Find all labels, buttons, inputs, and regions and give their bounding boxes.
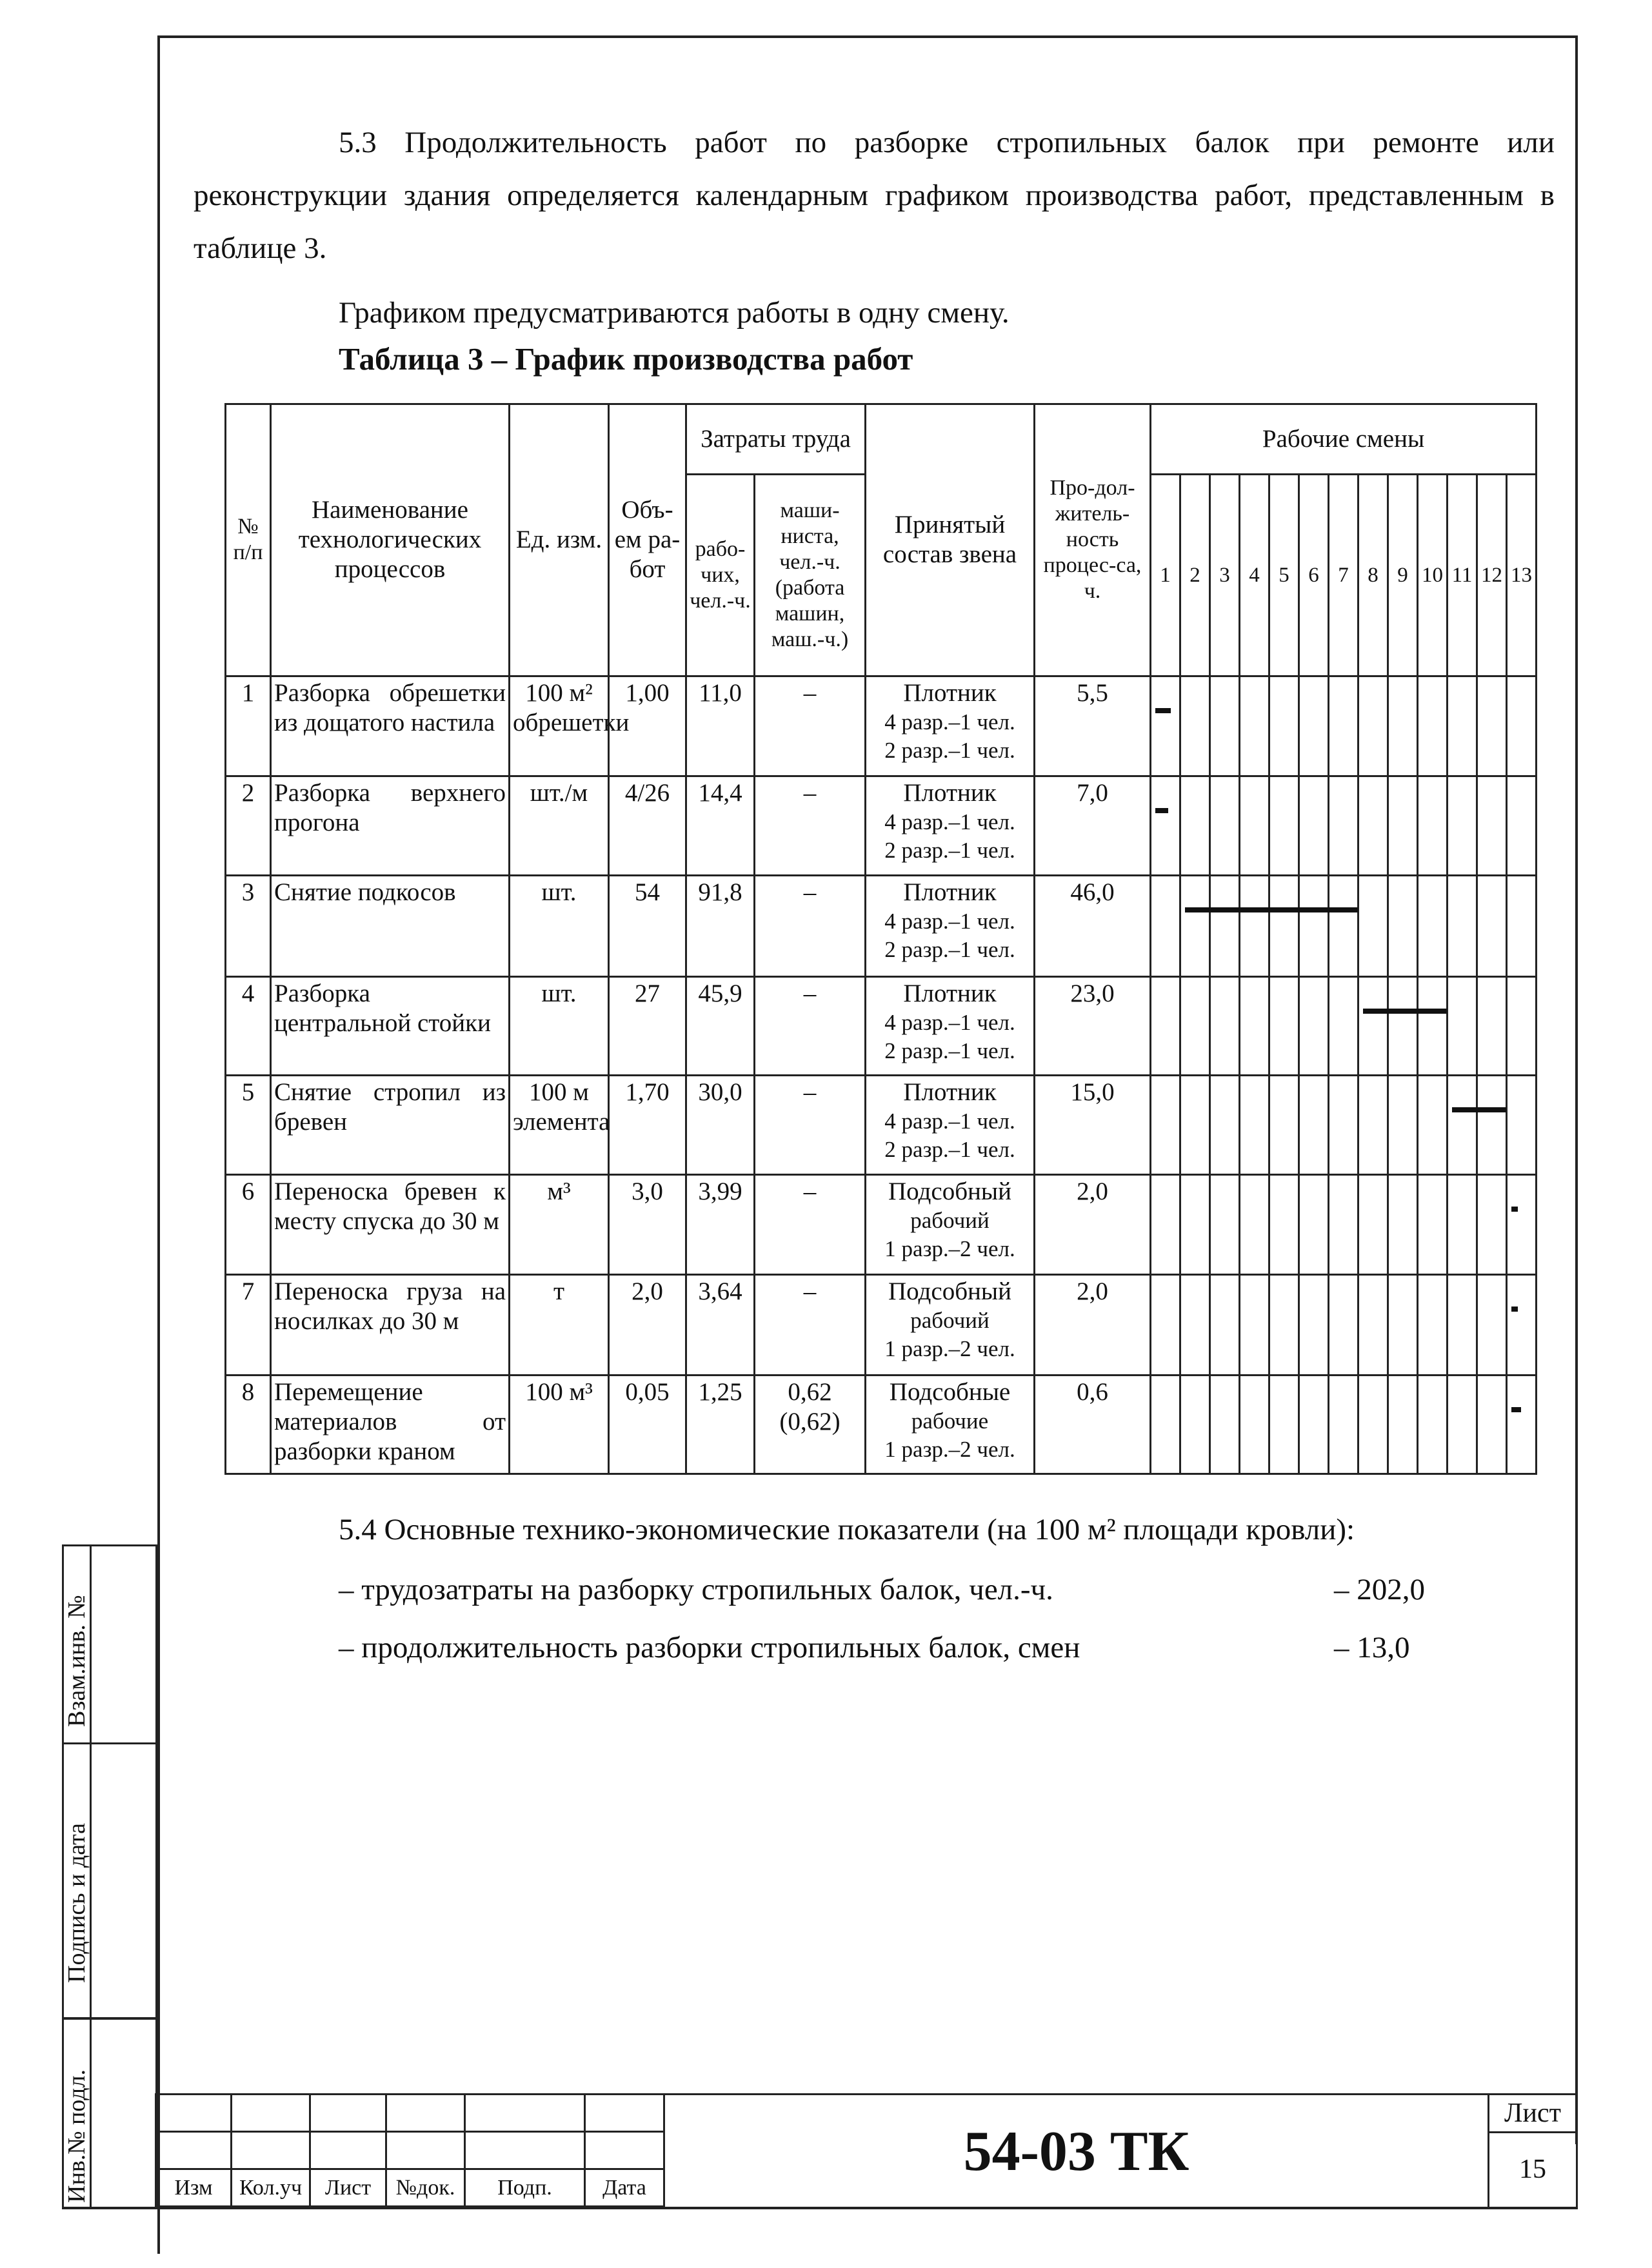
header-process-name: Наименование технологических процессов — [271, 404, 510, 676]
sheet-number: 15 — [1519, 2155, 1546, 2184]
gantt-cell — [1358, 676, 1388, 776]
gantt-cell — [1477, 977, 1507, 1076]
gantt-cell — [1151, 1375, 1180, 1474]
gantt-cell — [1151, 1275, 1180, 1375]
gantt-cell — [1448, 1275, 1477, 1375]
gantt-cell — [1477, 1174, 1507, 1274]
row-unit: шт. — [510, 875, 609, 976]
row-volume: 1,00 — [609, 676, 686, 776]
section-5-4-title: 5.4 Основные технико-экономические показатели (на 100 м² площади кровли): — [339, 1513, 1355, 1546]
row-crew — [866, 875, 1035, 976]
gantt-cell — [1358, 1275, 1388, 1375]
gantt-cell — [1507, 1076, 1537, 1174]
row-process-name: Переноска бревен к месту спуска до 30 м — [271, 1174, 510, 1274]
section-5-3-shift-note: Графиком предусматриваются работы в одну смену. — [339, 296, 1010, 330]
row-machinists-labor: – — [755, 1076, 866, 1174]
gantt-bar — [1452, 1107, 1506, 1112]
row-crew — [866, 1375, 1035, 1474]
gantt-cell — [1269, 1275, 1299, 1375]
gantt-cell — [1418, 1174, 1448, 1274]
row-duration: 0,6 — [1035, 1375, 1151, 1474]
header-duration: Про-дол-житель-ность процес-са, ч. — [1035, 404, 1151, 676]
title-block-col-docnum: №док. — [386, 2169, 465, 2207]
row-volume: 27 — [609, 977, 686, 1076]
row-duration: 7,0 — [1035, 776, 1151, 875]
row-duration: 46,0 — [1035, 875, 1151, 976]
gantt-cell — [1210, 676, 1240, 776]
side-stamp-inv-original-label: Инв.№ подл. — [63, 2069, 90, 2203]
gantt-cell — [1299, 1174, 1329, 1274]
row-num: 5 — [226, 1076, 271, 1174]
gantt-cell — [1180, 676, 1210, 776]
gantt-cell — [1210, 1076, 1240, 1174]
gantt-cell — [1269, 875, 1299, 976]
title-block-col-sheet: Лист — [310, 2169, 386, 2207]
row-unit: т — [510, 1275, 609, 1375]
schedule-table — [224, 403, 1537, 1475]
gantt-cell — [1299, 1375, 1329, 1474]
side-stamp-signature-label: Подпись и дата — [63, 1822, 90, 1983]
row-crew — [866, 977, 1035, 1076]
gantt-cell — [1507, 1375, 1537, 1474]
row-duration: 2,0 — [1035, 1275, 1151, 1375]
row-crew-line: 4 разр.–1 чел. — [884, 809, 1015, 835]
table-row — [226, 776, 1537, 875]
row-workers-labor: 11,0 — [686, 676, 755, 776]
row-workers-labor: 3,99 — [686, 1174, 755, 1274]
gantt-cell — [1358, 1076, 1388, 1174]
row-volume: 3,0 — [609, 1174, 686, 1274]
gantt-cell — [1151, 977, 1180, 1076]
gantt-cell — [1477, 1275, 1507, 1375]
gantt-cell — [1418, 977, 1448, 1076]
gantt-cell — [1388, 1375, 1418, 1474]
title-block-col-count: Кол.уч — [232, 2169, 310, 2207]
row-volume: 1,70 — [609, 1076, 686, 1174]
gantt-bar — [1155, 708, 1171, 713]
gantt-cell — [1240, 1174, 1269, 1274]
row-process-name: Переноска груза на носилках до 30 м — [271, 1275, 510, 1375]
gantt-cell — [1180, 1076, 1210, 1174]
table-row — [226, 977, 1537, 1076]
gantt-cell — [1210, 1375, 1240, 1474]
row-crew-line: Подсобный — [888, 1277, 1011, 1306]
gantt-cell — [1240, 1076, 1269, 1174]
row-process-name: Снятие стропил из бревен — [271, 1076, 510, 1174]
row-crew-line: 4 разр.–1 чел. — [884, 908, 1015, 934]
row-num: 3 — [226, 875, 271, 976]
page-frame-right — [1575, 35, 1578, 2144]
gantt-cell — [1329, 977, 1358, 1076]
gantt-cell — [1299, 1076, 1329, 1174]
row-workers-labor: 1,25 — [686, 1375, 755, 1474]
header-num: № п/п — [226, 404, 271, 676]
row-process-name: Перемещение материалов от разборки краном — [271, 1375, 510, 1474]
row-crew-line: 2 разр.–1 чел. — [884, 1038, 1015, 1063]
row-crew-line: 1 разр.–2 чел. — [884, 1436, 1015, 1462]
gantt-cell — [1210, 977, 1240, 1076]
gantt-bar — [1155, 808, 1168, 813]
gantt-cell — [1388, 776, 1418, 875]
indicator-labor-value: – 202,0 — [1334, 1573, 1425, 1606]
row-duration: 5,5 — [1035, 676, 1151, 776]
header-crew: Принятый состав звена — [866, 404, 1035, 676]
gantt-cell — [1507, 776, 1537, 875]
row-crew-line: 4 разр.–1 чел. — [884, 1109, 1015, 1134]
gantt-cell — [1418, 875, 1448, 976]
document-number: 54-03 ТК — [663, 2093, 1488, 2209]
side-stamp-inv-original — [62, 2017, 157, 2209]
row-volume: 2,0 — [609, 1275, 686, 1375]
gantt-cell — [1477, 1076, 1507, 1174]
row-unit: шт. — [510, 977, 609, 1076]
shift-number-2: 2 — [1180, 474, 1210, 676]
gantt-cell — [1151, 1076, 1180, 1174]
gantt-cell — [1507, 875, 1537, 976]
shift-number-3: 3 — [1210, 474, 1240, 676]
row-crew-line: Подсобные — [889, 1377, 1011, 1406]
shift-number-10: 10 — [1418, 474, 1448, 676]
gantt-cell — [1240, 1275, 1269, 1375]
gantt-cell — [1151, 776, 1180, 875]
title-block-col-date: Дата — [585, 2169, 664, 2207]
gantt-cell — [1507, 1275, 1537, 1375]
row-volume: 54 — [609, 875, 686, 976]
row-crew-line: Плотник — [903, 678, 997, 707]
indicator-duration-label: – продолжительность разборки стропильных балок, смен — [339, 1631, 1080, 1664]
gantt-cell — [1418, 1076, 1448, 1174]
gantt-cell — [1269, 1174, 1299, 1274]
row-crew-line: Плотник — [903, 878, 997, 906]
gantt-cell — [1477, 875, 1507, 976]
row-machinists-labor: – — [755, 676, 866, 776]
row-machinists-labor: – — [755, 776, 866, 875]
gantt-cell — [1210, 875, 1240, 976]
indicator-labor-label: – трудозатраты на разборку стропильных балок, чел.-ч. — [339, 1573, 1053, 1606]
gantt-cell — [1329, 676, 1358, 776]
gantt-cell — [1477, 676, 1507, 776]
header-unit: Ед. изм. — [510, 404, 609, 676]
gantt-cell — [1507, 676, 1537, 776]
row-crew-line: 2 разр.–1 чел. — [884, 1137, 1015, 1163]
gantt-cell — [1477, 1375, 1507, 1474]
title-block-col-change: Изм — [156, 2169, 232, 2207]
row-num: 6 — [226, 1174, 271, 1274]
gantt-cell — [1358, 1174, 1388, 1274]
table-caption: Таблица 3 – График производства работ — [339, 341, 913, 377]
gantt-cell — [1418, 1375, 1448, 1474]
shift-number-8: 8 — [1358, 474, 1388, 676]
gantt-bar — [1511, 1207, 1518, 1212]
gantt-cell — [1151, 875, 1180, 976]
gantt-cell — [1180, 1275, 1210, 1375]
gantt-cell — [1210, 776, 1240, 875]
row-unit: 100 м² обрешетки — [510, 676, 609, 776]
gantt-cell — [1210, 1174, 1240, 1274]
table-row — [226, 1275, 1537, 1375]
gantt-cell — [1269, 676, 1299, 776]
row-workers-labor: 14,4 — [686, 776, 755, 875]
row-machinists-labor: – — [755, 1275, 866, 1375]
table-row — [226, 676, 1537, 776]
gantt-cell — [1358, 875, 1388, 976]
row-crew-line: рабочий — [910, 1308, 990, 1334]
gantt-cell — [1418, 776, 1448, 875]
row-process-name: Снятие подкосов — [271, 875, 510, 976]
gantt-cell — [1329, 875, 1358, 976]
gantt-cell — [1448, 1174, 1477, 1274]
gantt-cell — [1299, 875, 1329, 976]
shift-number-13: 13 — [1507, 474, 1537, 676]
row-duration: 23,0 — [1035, 977, 1151, 1076]
row-crew-line: рабочие — [911, 1408, 989, 1434]
table-row — [226, 1076, 1537, 1174]
gantt-cell — [1180, 1375, 1210, 1474]
gantt-cell — [1299, 1275, 1329, 1375]
table-row — [226, 1375, 1537, 1474]
row-crew-line: 2 разр.–1 чел. — [884, 838, 1015, 863]
row-machinists-labor: – — [755, 977, 866, 1076]
gantt-bar — [1511, 1307, 1518, 1312]
gantt-cell — [1329, 1174, 1358, 1274]
table-row — [226, 875, 1537, 976]
row-num: 7 — [226, 1275, 271, 1375]
gantt-cell — [1269, 977, 1299, 1076]
section-5-3-paragraph: 5.3 Продолжительность работ по разборке стропильных балок при ремонте или реконструкции здания определяется календарным графиком производства работ, представленным в таблице 3. — [194, 126, 1555, 265]
gantt-cell — [1388, 676, 1418, 776]
gantt-cell — [1448, 676, 1477, 776]
gantt-cell — [1151, 676, 1180, 776]
gantt-cell — [1151, 1174, 1180, 1274]
gantt-cell — [1180, 875, 1210, 976]
gantt-bar — [1363, 1009, 1447, 1014]
row-crew — [866, 1076, 1035, 1174]
gantt-cell — [1418, 1275, 1448, 1375]
gantt-cell — [1358, 776, 1388, 875]
row-machinists-labor: 0,62 (0,62) — [755, 1375, 866, 1474]
gantt-cell — [1240, 776, 1269, 875]
row-crew-line: 2 разр.–1 чел. — [884, 936, 1015, 962]
row-unit: 100 м элемента — [510, 1076, 609, 1174]
gantt-cell — [1299, 776, 1329, 875]
gantt-cell — [1358, 1375, 1388, 1474]
header-machinists-labor: маши-ниста, чел.-ч. (работа машин, маш.-ч.) — [755, 474, 866, 676]
row-machinists-labor: – — [755, 875, 866, 976]
gantt-cell — [1329, 1275, 1358, 1375]
gantt-cell — [1269, 1375, 1299, 1474]
gantt-cell — [1269, 1076, 1299, 1174]
page-frame-left — [157, 35, 160, 2254]
row-workers-labor: 45,9 — [686, 977, 755, 1076]
row-num: 1 — [226, 676, 271, 776]
gantt-cell — [1358, 977, 1388, 1076]
row-process-name: Разборка обрешетки из дощатого настила — [271, 676, 510, 776]
gantt-cell — [1448, 875, 1477, 976]
row-num: 4 — [226, 977, 271, 1076]
gantt-cell — [1448, 776, 1477, 875]
gantt-cell — [1388, 1076, 1418, 1174]
row-machinists-labor: – — [755, 1174, 866, 1274]
gantt-cell — [1388, 977, 1418, 1076]
row-num: 8 — [226, 1375, 271, 1474]
row-workers-labor: 3,64 — [686, 1275, 755, 1375]
row-duration: 2,0 — [1035, 1174, 1151, 1274]
row-process-name: Разборка верхнего прогона — [271, 776, 510, 875]
row-process-name: Разборка центральной стойки — [271, 977, 510, 1076]
title-block-grid — [155, 2093, 665, 2207]
gantt-cell — [1240, 875, 1269, 976]
sheet-box — [1488, 2093, 1578, 2209]
gantt-cell — [1240, 977, 1269, 1076]
row-volume: 4/26 — [609, 776, 686, 875]
gantt-bar — [1511, 1407, 1521, 1412]
row-crew-line: Подсобный — [888, 1177, 1011, 1205]
gantt-cell — [1507, 1174, 1537, 1274]
gantt-cell — [1210, 1275, 1240, 1375]
header-labor-costs: Затраты труда — [686, 404, 866, 475]
gantt-cell — [1180, 1174, 1210, 1274]
row-crew-line: рабочий — [910, 1207, 990, 1233]
indicator-duration-value: – 13,0 — [1334, 1631, 1410, 1664]
shift-number-7: 7 — [1329, 474, 1358, 676]
row-workers-labor: 30,0 — [686, 1076, 755, 1174]
row-crew — [866, 1174, 1035, 1274]
row-crew — [866, 776, 1035, 875]
row-volume: 0,05 — [609, 1375, 686, 1474]
gantt-cell — [1448, 977, 1477, 1076]
row-crew-line: 2 разр.–1 чел. — [884, 737, 1015, 763]
table-row — [226, 1174, 1537, 1274]
gantt-cell — [1388, 875, 1418, 976]
gantt-bar — [1185, 907, 1358, 912]
gantt-cell — [1388, 1174, 1418, 1274]
shift-number-1: 1 — [1151, 474, 1180, 676]
page-frame-top — [157, 35, 1578, 38]
side-stamp-replace-inv-label: Взам.инв. № — [63, 1595, 90, 1727]
shift-number-11: 11 — [1448, 474, 1477, 676]
row-crew-line: Плотник — [903, 779, 997, 807]
row-crew — [866, 1275, 1035, 1375]
gantt-cell — [1329, 1375, 1358, 1474]
row-crew-line: Плотник — [903, 1078, 997, 1107]
gantt-cell — [1269, 776, 1299, 875]
row-crew-line: 4 разр.–1 чел. — [884, 709, 1015, 735]
header-workers-labor: рабо-чих, чел.-ч. — [686, 474, 755, 676]
gantt-cell — [1329, 1076, 1358, 1174]
header-volume: Объ-ем ра-бот — [609, 404, 686, 676]
title-block-col-signature: Подп. — [465, 2169, 585, 2207]
side-stamp-signature-date — [62, 1742, 157, 2020]
shift-number-12: 12 — [1477, 474, 1507, 676]
row-crew-line: 1 разр.–2 чел. — [884, 1336, 1015, 1362]
gantt-cell — [1448, 1375, 1477, 1474]
gantt-cell — [1448, 1076, 1477, 1174]
gantt-cell — [1299, 977, 1329, 1076]
gantt-cell — [1418, 676, 1448, 776]
gantt-cell — [1477, 776, 1507, 875]
side-stamp-replace-inv — [62, 1544, 157, 1744]
gantt-cell — [1240, 676, 1269, 776]
row-unit: 100 м³ — [510, 1375, 609, 1474]
shift-number-6: 6 — [1299, 474, 1329, 676]
gantt-cell — [1240, 1375, 1269, 1474]
sheet-label: Лист — [1489, 2095, 1576, 2133]
header-work-shifts: Рабочие смены — [1151, 404, 1537, 475]
row-crew — [866, 676, 1035, 776]
row-crew-line: 1 разр.–2 чел. — [884, 1236, 1015, 1261]
row-crew-line: Плотник — [903, 980, 997, 1007]
row-unit: м³ — [510, 1174, 609, 1274]
gantt-cell — [1180, 977, 1210, 1076]
row-crew-line: 4 разр.–1 чел. — [884, 1010, 1015, 1035]
gantt-cell — [1180, 776, 1210, 875]
row-unit: шт./м — [510, 776, 609, 875]
shift-number-4: 4 — [1240, 474, 1269, 676]
gantt-cell — [1388, 1275, 1418, 1375]
shift-number-9: 9 — [1388, 474, 1418, 676]
row-num: 2 — [226, 776, 271, 875]
row-duration: 15,0 — [1035, 1076, 1151, 1174]
gantt-cell — [1299, 676, 1329, 776]
shift-number-5: 5 — [1269, 474, 1299, 676]
gantt-cell — [1507, 977, 1537, 1076]
row-workers-labor: 91,8 — [686, 875, 755, 976]
gantt-cell — [1329, 776, 1358, 875]
